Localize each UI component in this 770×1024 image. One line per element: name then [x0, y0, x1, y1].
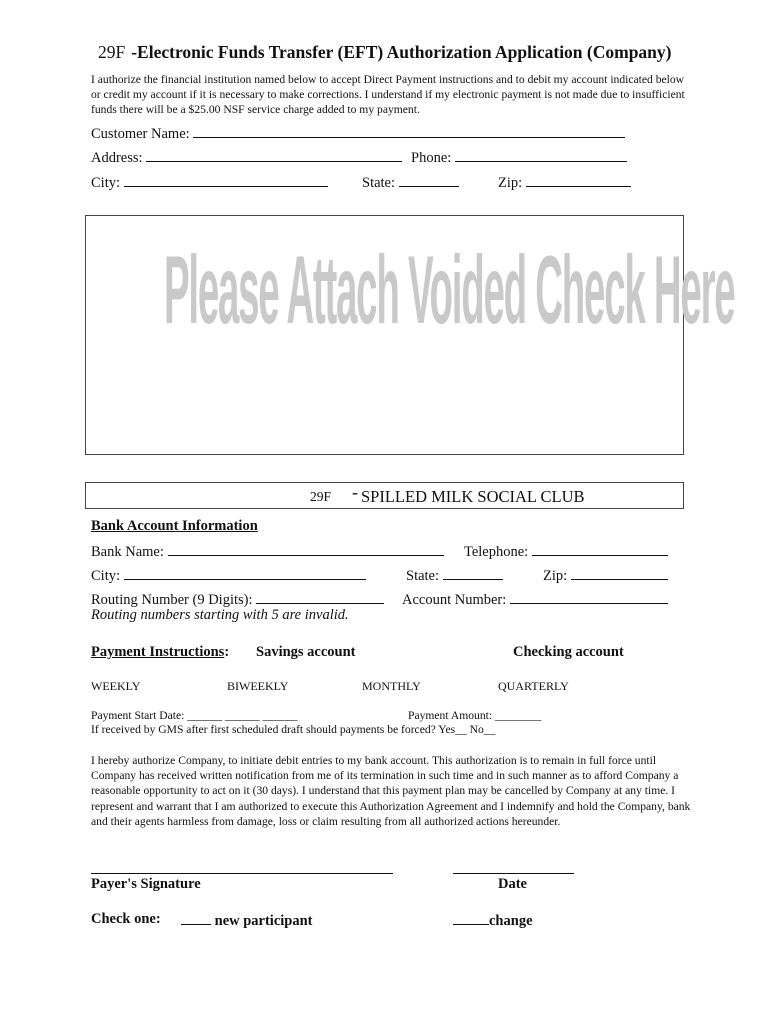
new-participant-label: new participant	[214, 913, 313, 929]
city-label: City:	[91, 175, 121, 191]
city-field[interactable]	[91, 173, 328, 192]
authorization-paragraph: I hereby authorize Company, to initiate debit entries to my bank account. This authorization is to remain in full force until Company has received written notification from me of its termination in such time and in such manner as to afford Company a reasonable opportunity to act on it (30 days). I understand that this payment plan may be cancelled by Company at any time. I represent and warrant that I am authorized to execute this Authorization Agreement and I indemnify and hold the Company, bank and their agents harmless from damage, loss or claim resulting from all authorized actions hereunder.	[91, 754, 691, 828]
payment-start-date-field[interactable]: Payment Start Date: ______ ______ ______	[91, 709, 298, 722]
bank-zip-field[interactable]	[543, 566, 668, 585]
bank-city-field[interactable]	[91, 566, 366, 585]
payment-instructions-label: Payment Instructions	[91, 644, 225, 660]
club-header-box	[85, 482, 684, 509]
customer-name-label: Customer Name:	[91, 126, 190, 142]
check-one-label: Check one:	[91, 911, 161, 927]
state-label: State:	[362, 175, 396, 191]
bank-city-label: City:	[91, 568, 121, 584]
voided-check-box	[85, 215, 735, 455]
date-label: Date	[498, 876, 527, 892]
payment-instructions-colon: :	[224, 644, 230, 660]
frequency-weekly[interactable]: WEEKLY	[91, 679, 141, 693]
zip-field[interactable]	[498, 173, 631, 192]
zip-label: Zip:	[498, 175, 523, 191]
change-option[interactable]	[453, 911, 533, 930]
new-participant-option[interactable]	[181, 911, 313, 930]
routing-line[interactable]	[256, 590, 384, 604]
club-name: SPILLED MILK SOCIAL CLUB	[361, 487, 585, 506]
checking-account-option[interactable]: Checking account	[513, 644, 624, 660]
date-line[interactable]	[453, 873, 574, 874]
bank-state-label: State:	[406, 568, 440, 584]
customer-name-field[interactable]	[91, 124, 625, 143]
payer-signature-label: Payer's Signature	[91, 876, 201, 892]
savings-account-option[interactable]: Savings account	[256, 644, 356, 660]
frequency-quarterly[interactable]: QUARTERLY	[498, 679, 569, 693]
phone-label: Phone:	[411, 150, 452, 166]
new-participant-checkline[interactable]	[181, 911, 211, 925]
intro-paragraph: I authorize the financial institution named below to accept Direct Payment instructions and to debit my account indicated below or credit my account if it is necessary to make corrections. I understand if my electronic payment is not made due to insufficient funds there will be a $25.00 NSF service charge added to my payment.	[91, 73, 685, 117]
bank-name-field[interactable]	[91, 542, 444, 561]
routing-note: Routing numbers starting with 5 are invalid.	[91, 607, 349, 623]
address-label: Address:	[91, 150, 143, 166]
bank-city-line[interactable]	[124, 566, 366, 580]
bank-name-label: Bank Name:	[91, 544, 164, 560]
bank-zip-line[interactable]	[571, 566, 668, 580]
bank-name-line[interactable]	[168, 542, 444, 556]
payer-signature-line[interactable]	[91, 873, 393, 874]
force-payments-question[interactable]: If received by GMS after first scheduled draft should payments be forced? Yes__ No__	[91, 723, 496, 736]
form-title-text: -Electronic Funds Transfer (EFT) Authorization Application (Company)	[131, 42, 672, 62]
routing-label: Routing Number (9 Digits):	[91, 592, 253, 608]
form-code: 29F	[98, 42, 126, 62]
bank-info-heading: Bank Account Information	[91, 518, 258, 534]
phone-field[interactable]	[411, 148, 627, 167]
bank-state-field[interactable]	[406, 566, 503, 585]
city-line[interactable]	[124, 173, 328, 187]
bank-state-line[interactable]	[443, 566, 503, 580]
account-field[interactable]	[402, 590, 668, 609]
bank-zip-label: Zip:	[543, 568, 568, 584]
payment-amount-field[interactable]: Payment Amount: ________	[408, 709, 542, 722]
state-field[interactable]	[362, 173, 459, 192]
club-code: 29F	[310, 489, 332, 504]
account-line[interactable]	[510, 590, 668, 604]
frequency-biweekly[interactable]: BIWEEKLY	[227, 679, 289, 693]
telephone-field[interactable]	[464, 542, 668, 561]
address-line[interactable]	[146, 148, 402, 162]
payment-instructions-heading	[91, 644, 229, 661]
telephone-label: Telephone:	[464, 544, 529, 560]
account-label: Account Number:	[402, 592, 507, 608]
frequency-monthly[interactable]: MONTHLY	[362, 679, 421, 693]
club-dash: -	[352, 482, 358, 502]
change-checkline[interactable]	[453, 911, 489, 925]
change-label: change	[489, 913, 533, 929]
customer-name-line[interactable]	[193, 124, 625, 138]
address-field[interactable]	[91, 148, 402, 167]
state-line[interactable]	[399, 173, 459, 187]
voided-check-watermark: Please Attach Voided Check Here	[164, 237, 735, 345]
zip-line[interactable]	[526, 173, 631, 187]
phone-line[interactable]	[455, 148, 627, 162]
form-title	[98, 42, 672, 63]
telephone-line[interactable]	[532, 542, 668, 556]
